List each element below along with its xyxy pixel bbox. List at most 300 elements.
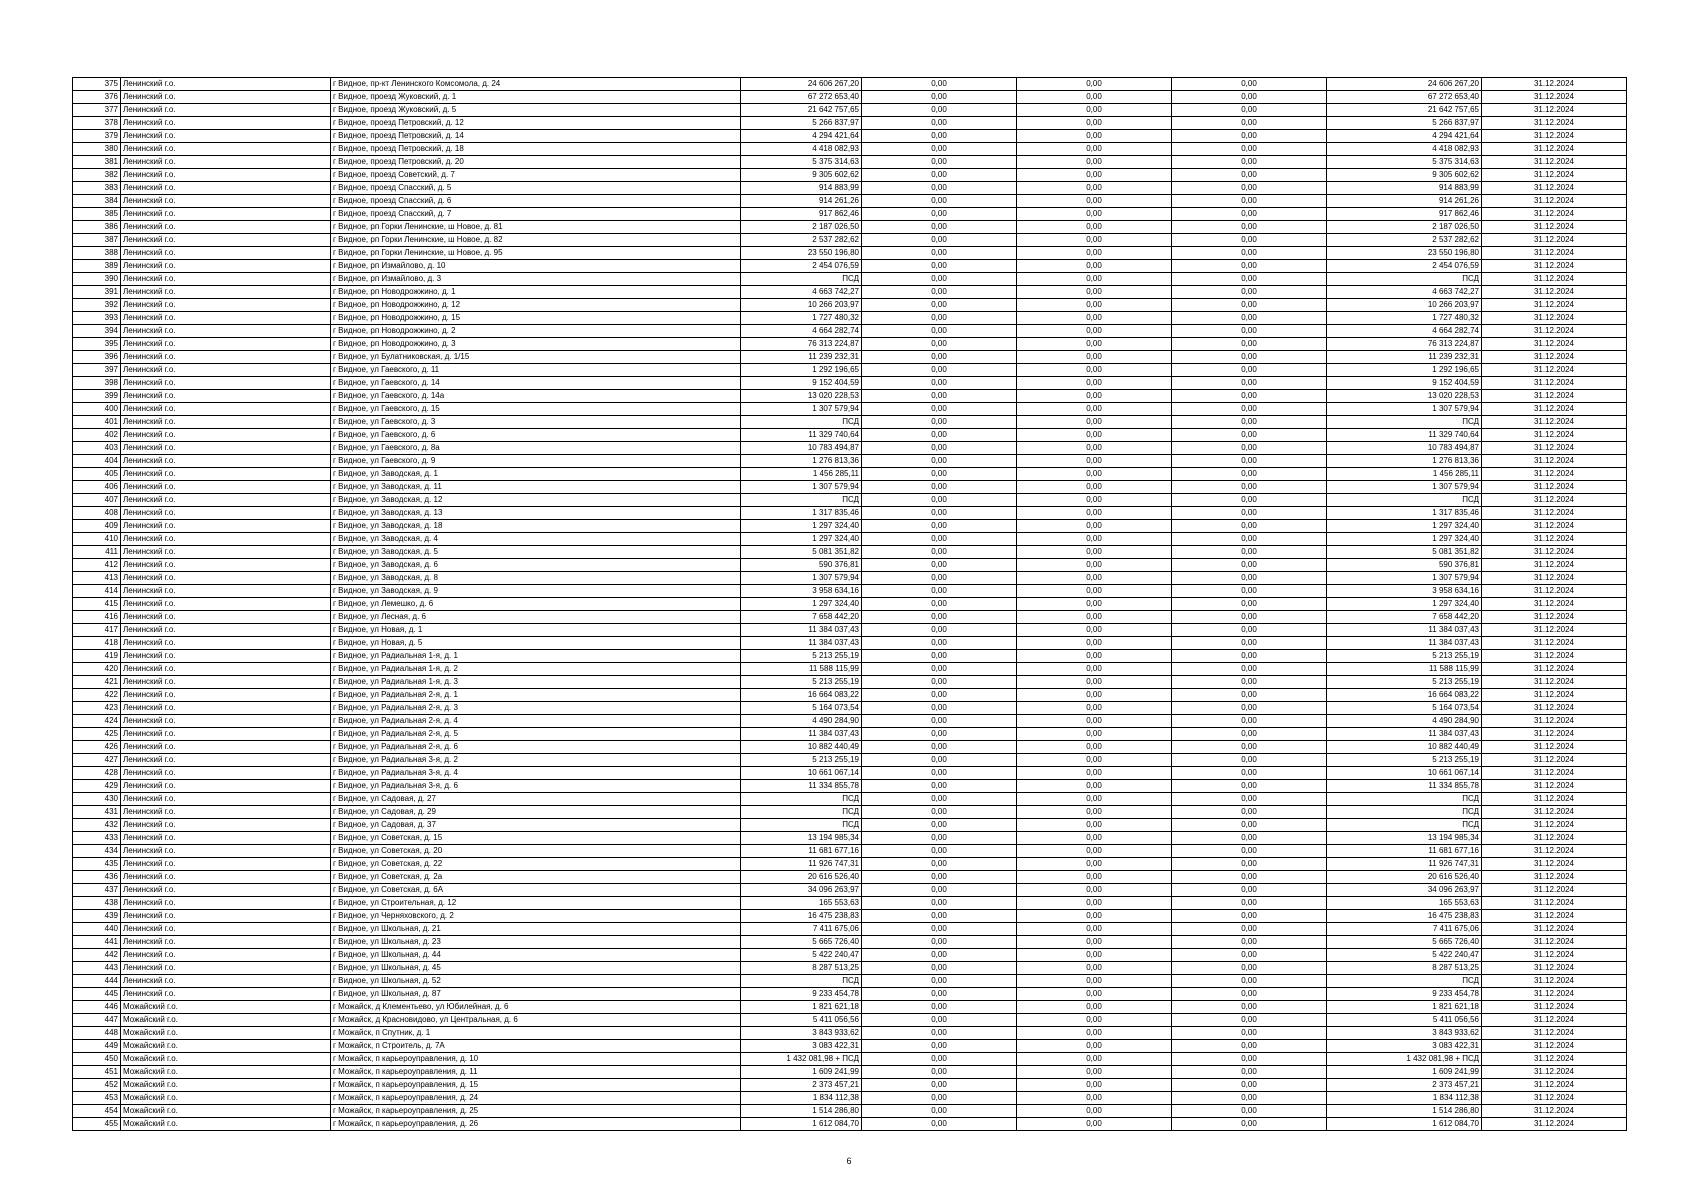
cell-amount-col-2: 0,00 [1017,351,1172,364]
cell-amount-remaining: ПСД [1327,793,1482,806]
cell-row-number: 452 [73,1079,121,1092]
cell-amount-col-1: 0,00 [862,598,1017,611]
cell-amount-col-3: 0,00 [1172,286,1327,299]
cell-deadline-date: 31.12.2024 [1482,442,1627,455]
cell-amount-col-2: 0,00 [1017,442,1172,455]
cell-municipality: Ленинский г.о. [121,338,331,351]
table-row [73,1027,1627,1040]
cell-row-number: 435 [73,858,121,871]
cell-amount-col-1: 0,00 [862,247,1017,260]
cell-amount-remaining: 1 297 324,40 [1327,520,1482,533]
cell-row-number: 441 [73,936,121,949]
cell-amount-remaining: 5 213 255,19 [1327,650,1482,663]
cell-amount-col-2: 0,00 [1017,637,1172,650]
cell-address: г Видное, ул Новая, д. 1 [331,624,741,637]
cell-amount-total: 1 727 480,32 [741,312,862,325]
cell-amount-col-3: 0,00 [1172,923,1327,936]
cell-amount-col-1: 0,00 [862,104,1017,117]
cell-amount-col-2: 0,00 [1017,663,1172,676]
cell-address: г Видное, проезд Советский, д. 7 [331,169,741,182]
cell-amount-col-1: 0,00 [862,1053,1017,1066]
table-row [73,611,1627,624]
cell-amount-total: 11 681 677,16 [741,845,862,858]
cell-amount-total: 2 454 076,59 [741,260,862,273]
table-row [73,351,1627,364]
cell-amount-col-1: 0,00 [862,650,1017,663]
cell-amount-remaining: 5 081 351,82 [1327,546,1482,559]
cell-address: г Видное, рп Горки Ленинские, ш Новое, д. 81 [331,221,741,234]
table-row [73,455,1627,468]
cell-amount-remaining: 24 606 267,20 [1327,78,1482,91]
cell-deadline-date: 31.12.2024 [1482,130,1627,143]
cell-amount-col-2: 0,00 [1017,1079,1172,1092]
cell-amount-col-3: 0,00 [1172,494,1327,507]
table-row [73,429,1627,442]
table-row [73,793,1627,806]
cell-amount-remaining: 10 266 203,97 [1327,299,1482,312]
cell-deadline-date: 31.12.2024 [1482,611,1627,624]
cell-address: г Видное, проезд Петровский, д. 18 [331,143,741,156]
cell-amount-remaining: ПСД [1327,975,1482,988]
cell-row-number: 431 [73,806,121,819]
cell-amount-total: 1 432 081,98 + ПСД [741,1053,862,1066]
cell-amount-col-1: 0,00 [862,221,1017,234]
table-row [73,338,1627,351]
cell-address: г Видное, ул Школьная, д. 23 [331,936,741,949]
cell-amount-col-1: 0,00 [862,273,1017,286]
cell-amount-col-1: 0,00 [862,962,1017,975]
cell-amount-total: 590 376,81 [741,559,862,572]
cell-municipality: Можайский г.о. [121,1001,331,1014]
cell-amount-col-1: 0,00 [862,312,1017,325]
cell-amount-total: 7 411 675,06 [741,923,862,936]
cell-deadline-date: 31.12.2024 [1482,858,1627,871]
cell-amount-col-3: 0,00 [1172,390,1327,403]
cell-municipality: Ленинский г.о. [121,806,331,819]
cell-amount-total: 10 661 067,14 [741,767,862,780]
cell-amount-col-3: 0,00 [1172,260,1327,273]
cell-amount-col-2: 0,00 [1017,572,1172,585]
cell-amount-col-1: 0,00 [862,793,1017,806]
cell-municipality: Ленинский г.о. [121,104,331,117]
cell-deadline-date: 31.12.2024 [1482,338,1627,351]
cell-address: г Видное, рп Новодрожжино, д. 1 [331,286,741,299]
cell-deadline-date: 31.12.2024 [1482,767,1627,780]
cell-municipality: Ленинский г.о. [121,533,331,546]
cell-amount-col-3: 0,00 [1172,962,1327,975]
cell-amount-col-2: 0,00 [1017,988,1172,1001]
cell-amount-col-3: 0,00 [1172,884,1327,897]
table-row [73,117,1627,130]
cell-address: г Видное, рп Новодрожжино, д. 3 [331,338,741,351]
cell-amount-remaining: 13 020 228,53 [1327,390,1482,403]
cell-address: г Видное, ул Школьная, д. 45 [331,962,741,975]
cell-deadline-date: 31.12.2024 [1482,78,1627,91]
cell-amount-col-3: 0,00 [1172,741,1327,754]
cell-deadline-date: 31.12.2024 [1482,819,1627,832]
cell-amount-total: 1 307 579,94 [741,572,862,585]
cell-amount-remaining: 590 376,81 [1327,559,1482,572]
cell-deadline-date: 31.12.2024 [1482,273,1627,286]
cell-row-number: 440 [73,923,121,936]
table-row [73,91,1627,104]
cell-amount-total: 5 213 255,19 [741,676,862,689]
cell-deadline-date: 31.12.2024 [1482,325,1627,338]
cell-row-number: 405 [73,468,121,481]
table-row [73,858,1627,871]
table-row [73,325,1627,338]
cell-amount-col-3: 0,00 [1172,455,1327,468]
cell-municipality: Ленинский г.о. [121,468,331,481]
cell-amount-total: ПСД [741,793,862,806]
cell-amount-total: 4 663 742,27 [741,286,862,299]
cell-address: г Видное, ул Радиальная 2-я, д. 3 [331,702,741,715]
cell-amount-col-3: 0,00 [1172,338,1327,351]
table-row [73,1014,1627,1027]
cell-address: г Видное, ул Радиальная 1-я, д. 1 [331,650,741,663]
cell-amount-col-2: 0,00 [1017,676,1172,689]
cell-address: г Видное, ул Заводская, д. 12 [331,494,741,507]
cell-amount-col-2: 0,00 [1017,1014,1172,1027]
table-row [73,689,1627,702]
cell-municipality: Ленинский г.о. [121,546,331,559]
cell-amount-col-2: 0,00 [1017,169,1172,182]
cell-municipality: Ленинский г.о. [121,975,331,988]
cell-amount-col-2: 0,00 [1017,884,1172,897]
cell-amount-col-2: 0,00 [1017,377,1172,390]
cell-address: г Видное, ул Садовая, д. 37 [331,819,741,832]
cell-deadline-date: 31.12.2024 [1482,169,1627,182]
cell-amount-col-1: 0,00 [862,715,1017,728]
cell-amount-col-3: 0,00 [1172,507,1327,520]
cell-amount-col-3: 0,00 [1172,819,1327,832]
cell-amount-col-3: 0,00 [1172,169,1327,182]
cell-amount-col-3: 0,00 [1172,221,1327,234]
cell-address: г Видное, ул Школьная, д. 44 [331,949,741,962]
cell-amount-col-2: 0,00 [1017,533,1172,546]
cell-amount-col-2: 0,00 [1017,208,1172,221]
cell-row-number: 447 [73,1014,121,1027]
cell-address: г Можайск, д Красновидово, ул Центральная, д. 6 [331,1014,741,1027]
cell-amount-col-1: 0,00 [862,455,1017,468]
cell-row-number: 384 [73,195,121,208]
cell-deadline-date: 31.12.2024 [1482,598,1627,611]
cell-deadline-date: 31.12.2024 [1482,741,1627,754]
cell-row-number: 442 [73,949,121,962]
cell-row-number: 397 [73,364,121,377]
table-row [73,1092,1627,1105]
table-row [73,390,1627,403]
table-row [73,377,1627,390]
cell-municipality: Ленинский г.о. [121,247,331,260]
cell-row-number: 455 [73,1118,121,1131]
cell-amount-col-1: 0,00 [862,702,1017,715]
cell-amount-col-1: 0,00 [862,1092,1017,1105]
table-row [73,598,1627,611]
cell-municipality: Ленинский г.о. [121,793,331,806]
table-row [73,754,1627,767]
table-row [73,975,1627,988]
cell-amount-col-2: 0,00 [1017,260,1172,273]
cell-address: г Можайск, п карьероуправления, д. 24 [331,1092,741,1105]
cell-row-number: 410 [73,533,121,546]
cell-row-number: 415 [73,598,121,611]
cell-row-number: 408 [73,507,121,520]
cell-amount-col-1: 0,00 [862,611,1017,624]
cell-row-number: 427 [73,754,121,767]
table-row [73,988,1627,1001]
cell-row-number: 425 [73,728,121,741]
cell-row-number: 391 [73,286,121,299]
cell-address: г Видное, ул Заводская, д. 11 [331,481,741,494]
cell-row-number: 448 [73,1027,121,1040]
cell-deadline-date: 31.12.2024 [1482,104,1627,117]
cell-amount-col-3: 0,00 [1172,910,1327,923]
cell-deadline-date: 31.12.2024 [1482,1079,1627,1092]
cell-municipality: Ленинский г.о. [121,377,331,390]
cell-row-number: 443 [73,962,121,975]
table-row [73,234,1627,247]
cell-amount-col-1: 0,00 [862,884,1017,897]
cell-amount-total: 1 317 835,46 [741,507,862,520]
cell-deadline-date: 31.12.2024 [1482,377,1627,390]
table-row [73,832,1627,845]
table-row [73,104,1627,117]
cell-address: г Можайск, п Спутник, д. 1 [331,1027,741,1040]
cell-amount-total: 1 609 241,99 [741,1066,862,1079]
cell-municipality: Ленинский г.о. [121,221,331,234]
cell-deadline-date: 31.12.2024 [1482,156,1627,169]
cell-amount-col-3: 0,00 [1172,663,1327,676]
cell-address: г Видное, ул Радиальная 2-я, д. 4 [331,715,741,728]
cell-amount-col-2: 0,00 [1017,910,1172,923]
cell-amount-col-3: 0,00 [1172,1092,1327,1105]
cell-deadline-date: 31.12.2024 [1482,260,1627,273]
cell-amount-col-2: 0,00 [1017,1066,1172,1079]
cell-municipality: Ленинский г.о. [121,351,331,364]
table-row [73,962,1627,975]
cell-amount-col-2: 0,00 [1017,767,1172,780]
cell-amount-col-1: 0,00 [862,689,1017,702]
cell-amount-remaining: 5 266 837,97 [1327,117,1482,130]
cell-amount-col-1: 0,00 [862,78,1017,91]
cell-amount-col-3: 0,00 [1172,572,1327,585]
table-row [73,299,1627,312]
cell-amount-col-3: 0,00 [1172,143,1327,156]
cell-amount-col-1: 0,00 [862,1066,1017,1079]
cell-amount-col-2: 0,00 [1017,1053,1172,1066]
cell-amount-remaining: 21 642 757,65 [1327,104,1482,117]
cell-amount-total: 11 239 232,31 [741,351,862,364]
cell-address: г Видное, ул Заводская, д. 9 [331,585,741,598]
cell-address: г Видное, ул Советская, д. 15 [331,832,741,845]
cell-row-number: 399 [73,390,121,403]
cell-municipality: Ленинский г.о. [121,416,331,429]
cell-amount-remaining: 1 432 081,98 + ПСД [1327,1053,1482,1066]
table-row [73,637,1627,650]
cell-amount-col-3: 0,00 [1172,806,1327,819]
cell-row-number: 412 [73,559,121,572]
cell-amount-col-3: 0,00 [1172,416,1327,429]
cell-deadline-date: 31.12.2024 [1482,689,1627,702]
cell-amount-col-2: 0,00 [1017,403,1172,416]
cell-address: г Можайск, п карьероуправления, д. 15 [331,1079,741,1092]
cell-row-number: 385 [73,208,121,221]
cell-municipality: Ленинский г.о. [121,78,331,91]
cell-amount-remaining: ПСД [1327,806,1482,819]
cell-amount-col-1: 0,00 [862,468,1017,481]
cell-amount-total: 1 292 196,65 [741,364,862,377]
cell-row-number: 450 [73,1053,121,1066]
cell-amount-col-3: 0,00 [1172,858,1327,871]
cell-amount-col-2: 0,00 [1017,1040,1172,1053]
cell-row-number: 389 [73,260,121,273]
cell-deadline-date: 31.12.2024 [1482,975,1627,988]
table-row [73,1053,1627,1066]
cell-amount-col-1: 0,00 [862,1014,1017,1027]
cell-amount-col-1: 0,00 [862,728,1017,741]
cell-deadline-date: 31.12.2024 [1482,143,1627,156]
cell-amount-col-3: 0,00 [1172,1040,1327,1053]
cell-amount-col-1: 0,00 [862,156,1017,169]
cell-amount-col-1: 0,00 [862,520,1017,533]
cell-amount-remaining: 1 834 112,38 [1327,1092,1482,1105]
cell-deadline-date: 31.12.2024 [1482,299,1627,312]
cell-amount-col-3: 0,00 [1172,637,1327,650]
cell-deadline-date: 31.12.2024 [1482,845,1627,858]
cell-amount-col-2: 0,00 [1017,715,1172,728]
cell-amount-col-1: 0,00 [862,572,1017,585]
cell-municipality: Ленинский г.о. [121,481,331,494]
cell-amount-remaining: 3 958 634,16 [1327,585,1482,598]
cell-amount-col-3: 0,00 [1172,1027,1327,1040]
cell-amount-total: ПСД [741,494,862,507]
cell-row-number: 382 [73,169,121,182]
cell-amount-col-1: 0,00 [862,481,1017,494]
cell-municipality: Ленинский г.о. [121,611,331,624]
cell-amount-col-1: 0,00 [862,91,1017,104]
cell-deadline-date: 31.12.2024 [1482,494,1627,507]
table-row [73,403,1627,416]
table-row [73,520,1627,533]
cell-address: г Видное, ул Заводская, д. 8 [331,572,741,585]
cell-amount-col-3: 0,00 [1172,611,1327,624]
cell-address: г Видное, проезд Петровский, д. 14 [331,130,741,143]
cell-amount-remaining: 10 783 494,87 [1327,442,1482,455]
cell-amount-col-3: 0,00 [1172,1001,1327,1014]
cell-row-number: 453 [73,1092,121,1105]
cell-amount-col-1: 0,00 [862,858,1017,871]
cell-amount-col-1: 0,00 [862,442,1017,455]
cell-deadline-date: 31.12.2024 [1482,1040,1627,1053]
cell-row-number: 390 [73,273,121,286]
cell-amount-col-3: 0,00 [1172,1118,1327,1131]
cell-municipality: Можайский г.о. [121,1066,331,1079]
cell-amount-col-2: 0,00 [1017,481,1172,494]
cell-row-number: 429 [73,780,121,793]
table-row [73,260,1627,273]
cell-amount-col-2: 0,00 [1017,650,1172,663]
cell-amount-total: 10 882 440,49 [741,741,862,754]
table-row [73,715,1627,728]
cell-amount-col-1: 0,00 [862,624,1017,637]
cell-amount-col-1: 0,00 [862,325,1017,338]
cell-amount-remaining: ПСД [1327,416,1482,429]
cell-amount-col-3: 0,00 [1172,845,1327,858]
cell-amount-remaining: 11 588 115,99 [1327,663,1482,676]
cell-amount-remaining: 11 329 740,64 [1327,429,1482,442]
cell-amount-col-2: 0,00 [1017,520,1172,533]
cell-amount-col-1: 0,00 [862,741,1017,754]
cell-address: г Видное, проезд Спасский, д. 5 [331,182,741,195]
cell-amount-col-3: 0,00 [1172,715,1327,728]
cell-amount-total: 5 411 056,56 [741,1014,862,1027]
cell-amount-remaining: 11 681 677,16 [1327,845,1482,858]
cell-address: г Видное, ул Заводская, д. 5 [331,546,741,559]
cell-amount-col-2: 0,00 [1017,221,1172,234]
cell-amount-total: 1 307 579,94 [741,481,862,494]
cell-address: г Видное, ул Радиальная 1-я, д. 3 [331,676,741,689]
cell-amount-col-3: 0,00 [1172,325,1327,338]
cell-amount-col-1: 0,00 [862,1040,1017,1053]
cell-amount-col-2: 0,00 [1017,195,1172,208]
cell-amount-col-1: 0,00 [862,507,1017,520]
cell-municipality: Ленинский г.о. [121,637,331,650]
cell-amount-total: 2 373 457,21 [741,1079,862,1092]
cell-amount-remaining: 1 727 480,32 [1327,312,1482,325]
cell-deadline-date: 31.12.2024 [1482,1066,1627,1079]
cell-amount-col-2: 0,00 [1017,364,1172,377]
cell-municipality: Ленинский г.о. [121,91,331,104]
cell-amount-col-3: 0,00 [1172,780,1327,793]
cell-amount-col-2: 0,00 [1017,390,1172,403]
cell-municipality: Ленинский г.о. [121,143,331,156]
cell-amount-col-3: 0,00 [1172,156,1327,169]
cell-address: г Видное, ул Советская, д. 2а [331,871,741,884]
cell-amount-col-2: 0,00 [1017,130,1172,143]
cell-deadline-date: 31.12.2024 [1482,455,1627,468]
cell-amount-col-2: 0,00 [1017,728,1172,741]
cell-amount-total: 10 783 494,87 [741,442,862,455]
table-row [73,884,1627,897]
table-row [73,143,1627,156]
cell-row-number: 423 [73,702,121,715]
cell-deadline-date: 31.12.2024 [1482,403,1627,416]
cell-municipality: Ленинский г.о. [121,234,331,247]
cell-row-number: 403 [73,442,121,455]
cell-address: г Видное, пр-кт Ленинского Комсомола, д. 24 [331,78,741,91]
cell-address: г Видное, ул Черняховского, д. 2 [331,910,741,923]
cell-amount-remaining: 4 294 421,64 [1327,130,1482,143]
cell-amount-total: 1 456 285,11 [741,468,862,481]
cell-amount-col-3: 0,00 [1172,429,1327,442]
cell-deadline-date: 31.12.2024 [1482,390,1627,403]
cell-address: г Видное, ул Заводская, д. 13 [331,507,741,520]
cell-row-number: 401 [73,416,121,429]
cell-row-number: 396 [73,351,121,364]
cell-address: г Видное, рп Горки Ленинские, ш Новое, д. 95 [331,247,741,260]
cell-address: г Можайск, п Строитель, д. 7А [331,1040,741,1053]
cell-amount-col-1: 0,00 [862,338,1017,351]
cell-amount-col-3: 0,00 [1172,754,1327,767]
cell-amount-col-3: 0,00 [1172,1066,1327,1079]
table-row [73,1105,1627,1118]
cell-amount-total: 67 272 653,40 [741,91,862,104]
cell-amount-total: 9 305 602,62 [741,169,862,182]
table-row [73,572,1627,585]
cell-row-number: 400 [73,403,121,416]
cell-deadline-date: 31.12.2024 [1482,221,1627,234]
